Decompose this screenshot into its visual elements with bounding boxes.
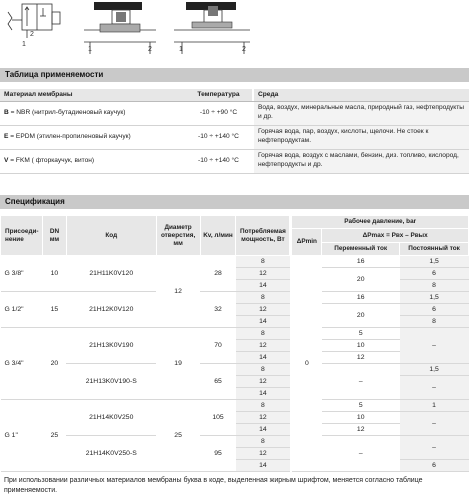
dc-pressure: 1,5 <box>400 256 469 268</box>
dn: 10 <box>42 256 66 292</box>
material-name: = NBR (нитрил-бутадиеновый каучук) <box>8 108 126 116</box>
power: 8 <box>236 436 290 448</box>
kv: 32 <box>200 292 236 328</box>
dc-pressure: 6 <box>400 268 469 280</box>
code: 21H13K0V190 <box>66 328 156 364</box>
kv: 95 <box>200 436 236 472</box>
table-row <box>0 101 469 125</box>
ac-pressure: 5 <box>322 400 400 412</box>
material-code: B <box>4 108 9 116</box>
code: 21H13K0V190-S <box>66 364 156 400</box>
environment: Вода, воздух, минеральные масла, природный газ, нефтепродукты и др. <box>254 101 469 125</box>
footnote: При использовании различных материалов мембраны буква в коде, выделенная жирным шрифтом, меняется согласно таблице применяемости. <box>4 477 423 494</box>
power: 8 <box>236 364 290 376</box>
port-label: 2 <box>30 31 34 38</box>
port-label: 1 <box>22 41 26 48</box>
dc-pressure: – <box>400 376 469 400</box>
power: 14 <box>236 316 290 328</box>
header-connection: Присоеди-нение <box>1 216 43 256</box>
table-row <box>1 328 469 340</box>
valve-section-closed-icon <box>80 0 160 58</box>
dc-pressure: 1,5 <box>400 364 469 376</box>
power: 14 <box>236 388 290 400</box>
spec-title: Спецификация <box>0 195 469 209</box>
ac-pressure: 12 <box>322 352 400 364</box>
power: 12 <box>236 376 290 388</box>
material-code: V <box>4 156 9 164</box>
ac-pressure: 10 <box>322 340 400 352</box>
header-environment: Среда <box>254 89 469 101</box>
valve-symbol-icon <box>4 0 62 56</box>
ac-pressure: 16 <box>322 256 400 268</box>
ac-pressure: – <box>322 364 400 400</box>
dc-pressure: – <box>400 412 469 436</box>
table-row <box>1 364 469 376</box>
power: 12 <box>236 412 290 424</box>
power: 8 <box>236 256 290 268</box>
header-ac: Переменный ток <box>322 243 400 256</box>
port-label: 1 <box>88 46 92 53</box>
orifice: 12 <box>156 256 200 328</box>
orifice: 25 <box>156 400 200 472</box>
table-row <box>0 149 469 173</box>
ac-pressure: 5 <box>322 328 400 340</box>
header-material: Материал мембраны <box>0 89 185 101</box>
kv: 28 <box>200 256 236 292</box>
power: 8 <box>236 400 290 412</box>
table-row <box>0 125 469 149</box>
connection: G 3/4" <box>1 328 43 400</box>
temperature: -10 ÷ +140 °C <box>185 125 252 149</box>
table-row <box>1 256 469 268</box>
material-name: = EPDM (этилен-пропиленовый каучук) <box>8 132 131 140</box>
code: 21H14K0V250 <box>66 400 156 436</box>
ac-pressure: – <box>322 436 400 472</box>
header-temperature: Температура <box>185 89 252 101</box>
power: 14 <box>236 424 290 436</box>
power: 12 <box>236 340 290 352</box>
ac-pressure: 16 <box>322 292 400 304</box>
dn: 15 <box>42 292 66 328</box>
power: 14 <box>236 280 290 292</box>
connection: G 1" <box>1 400 43 472</box>
valve-section-open-icon <box>170 0 255 58</box>
ac-pressure: 20 <box>322 268 400 292</box>
ac-pressure: 12 <box>322 424 400 436</box>
power: 8 <box>236 292 290 304</box>
code: 21H12K0V120 <box>66 292 156 328</box>
table-row <box>1 400 469 412</box>
material-name: = FKM ( фторкаучук, витон) <box>8 156 95 164</box>
port-label: 2 <box>242 46 246 53</box>
port-label: 2 <box>148 46 152 53</box>
header-dpmax: ΔPmax = Pвх – Pвых <box>322 229 469 243</box>
material-code: E <box>4 132 9 140</box>
port-label: 1 <box>179 46 183 53</box>
dc-pressure: 1,5 <box>400 292 469 304</box>
kv: 105 <box>200 400 236 436</box>
temperature: -10 ÷ +140 °C <box>185 149 252 173</box>
dc-pressure: 6 <box>400 460 469 472</box>
dc-pressure: 8 <box>400 316 469 328</box>
dc-pressure: – <box>400 436 469 460</box>
header-dc: Постоянный ток <box>400 243 469 256</box>
connection: G 3/8" <box>1 256 43 292</box>
dn: 20 <box>42 328 66 400</box>
dn: 25 <box>42 400 66 472</box>
code: 21H11K0V120 <box>66 256 156 292</box>
environment: Горячая вода, воздух с маслами, бензин, диз. топливо, кислород, нефтепродукты и др. <box>254 149 469 173</box>
table-row <box>1 292 469 304</box>
dc-pressure: – <box>400 328 469 364</box>
table-row <box>1 436 469 448</box>
header-dpmin: ΔPmin <box>292 229 322 256</box>
applicability-table <box>0 89 469 174</box>
dc-pressure: 8 <box>400 280 469 292</box>
header-dn: DN мм <box>42 216 66 256</box>
header-power: Потребляемая мощность, Вт <box>236 216 290 256</box>
environment: Горячая вода, пар, воздух, кислоты, щелочи. Не стоек к нефтепродуктам. <box>254 125 469 149</box>
dpmin: 0 <box>292 256 322 472</box>
header-working-pressure: Рабочее давление, bar <box>292 216 469 229</box>
power: 12 <box>236 448 290 460</box>
dc-pressure: 1 <box>400 400 469 412</box>
kv: 70 <box>200 328 236 364</box>
power: 14 <box>236 460 290 472</box>
ac-pressure: 20 <box>322 304 400 328</box>
power: 8 <box>236 328 290 340</box>
header-orifice: Диаметр отверстия, мм <box>156 216 200 256</box>
header-code: Код <box>66 216 156 256</box>
power: 14 <box>236 352 290 364</box>
power: 12 <box>236 304 290 316</box>
specification-table <box>0 215 469 472</box>
applicability-title: Таблица применяемости <box>0 68 469 82</box>
power: 12 <box>236 268 290 280</box>
ac-pressure: 10 <box>322 412 400 424</box>
orifice: 19 <box>156 328 200 400</box>
connection: G 1/2" <box>1 292 43 328</box>
dc-pressure: 6 <box>400 304 469 316</box>
code: 21H14K0V250-S <box>66 436 156 472</box>
valve-diagrams <box>0 0 469 58</box>
header-kv: Kv, л/мин <box>200 216 236 256</box>
kv: 65 <box>200 364 236 400</box>
temperature: -10 ÷ +90 °C <box>185 101 252 125</box>
